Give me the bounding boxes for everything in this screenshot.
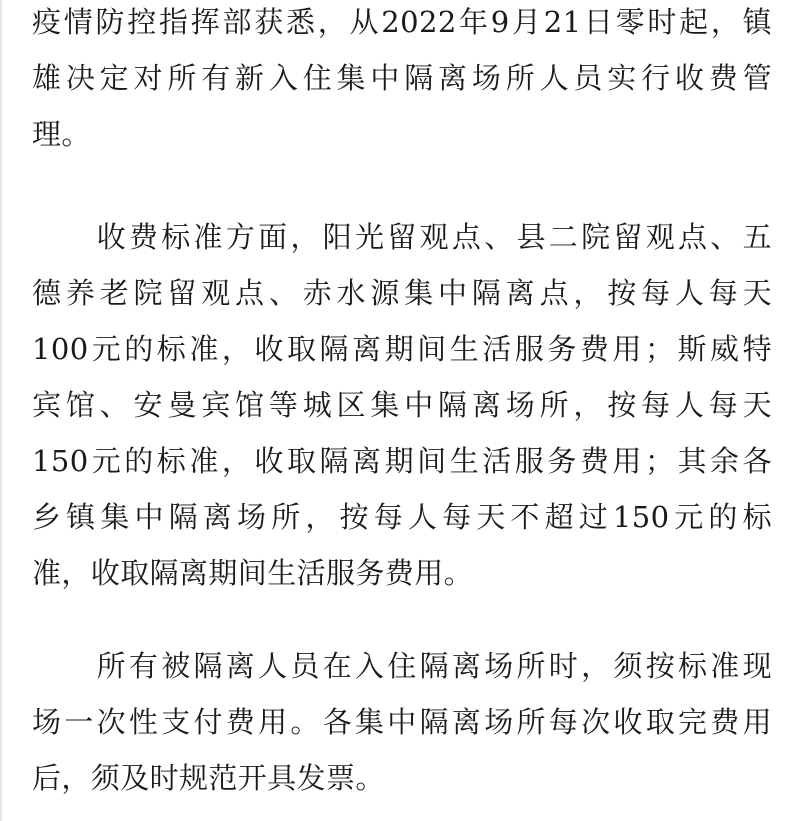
paragraph-line: 准，收取隔离期间生活服务费用。	[32, 556, 474, 590]
paragraph-line: 150元的标准，收取隔离期间生活服务费用；其余各	[32, 444, 772, 478]
paragraph-line: 后，须及时规范开具发票。	[32, 761, 385, 795]
paragraph-line: 疫情防控指挥部获悉，从2022年9月21日零时起，镇	[32, 5, 772, 39]
paragraph-2	[32, 209, 772, 601]
paragraph-line: 收费标准方面，阳光留观点、县二院留观点、五	[32, 220, 772, 254]
paragraph-line: 宾馆、安曼宾馆等城区集中隔离场所，按每人每天	[32, 388, 772, 422]
paragraph-line: 100元的标准，收取隔离期间生活服务费用；斯威特	[32, 332, 772, 366]
paragraph-line: 德养老院留观点、赤水源集中隔离点，按每人每天	[32, 276, 772, 310]
paragraph-1	[32, 0, 772, 162]
paragraph-line: 雄决定对所有新入住集中隔离场所人员实行收费管	[32, 61, 772, 95]
paragraph-line: 理。	[32, 117, 91, 151]
paragraph-3	[32, 638, 772, 806]
paragraph-line: 所有被隔离人员在入住隔离场所时，须按标准现	[32, 649, 772, 683]
paragraph-line: 场一次性支付费用。各集中隔离场所每次收取完费用	[32, 705, 772, 739]
paragraph-line: 乡镇集中隔离场所，按每人每天不超过150元的标	[32, 500, 772, 534]
